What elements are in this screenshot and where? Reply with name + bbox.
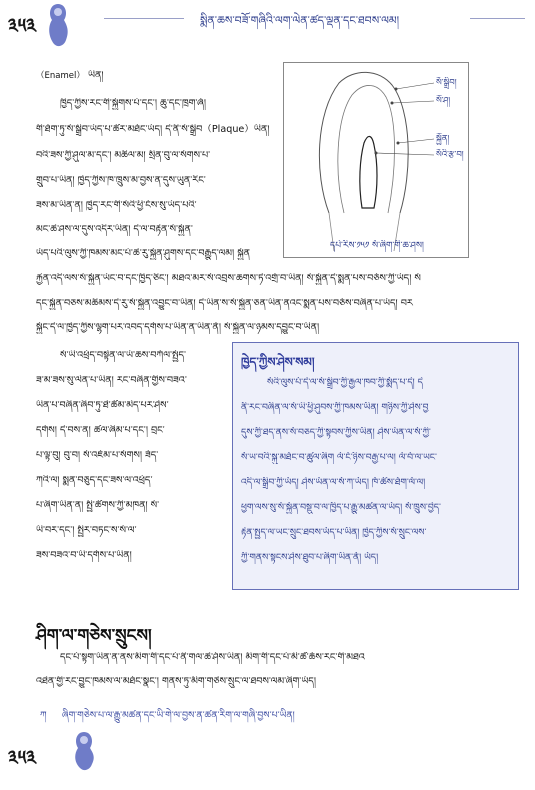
figure-label: སོའི་རྩ་བ།: [436, 150, 464, 160]
paragraph2-line: སོ་ཡི་འཕྲོད་བསྟེན་ལ་ཡོ་ཆས་བཀོལ་སྤྱོད་: [60, 350, 187, 361]
sidebar-line: དུས་ཀྱི་ཐད་ནས་སོ་བཅད་ཀྱི་སྟབས་ཀྱིས་ཡིན། ཤེས་ཡོན་ལ་སོ་ཀྱི་: [241, 427, 431, 438]
paragraph2-line: ཀའི་ལ། སྨན་བཅུད་དང་ཟས་ལ་འཕྲོད་: [36, 475, 153, 486]
paragraph2-line: ཟ་མ་ཟས་སུ་ལེན་པ་ཡིན། རང་བཞིན་གྱིས་བཟའ་: [36, 375, 187, 386]
paragraph2-line: ཡིན་པ་བཞིན་ཞིབ་ཏུ་ཐེ་ཚོམ་མེད་པར་ཤེས་: [36, 400, 169, 411]
page-number-bottom: ༣༥༣: [8, 747, 37, 769]
paragraph2-line: པ་ལྟ་བུ། བུ་བ། སོ་འཇོམ་པ་སོགས། ཟོད་: [36, 450, 159, 461]
footnote-mark: ཀ: [40, 710, 47, 721]
did-you-know-box: [232, 342, 519, 590]
sidebar-line: འདི་ལ་སྒྲིབ་ཀྱི་ཡོད། ཤེས་ཡོན་ལ་སོ་ཀ་ཡོད། ཁོ་ཚོས་ཐོག་ལོ་ལ།: [241, 477, 426, 488]
figure-label: སོ་སྒྲིབ།: [436, 78, 457, 88]
paragraph1-line: རྐྱེན་འདི་ལས་སོ་སྐྱོན་ཡོང་བ་དང་ཁྱིད་ཅིང་། མཐའ་མར་སོ་འབྲས་ཆགས་ཏེ་འགྲོ་བ་ཡིན། སོ་སྐྱོན་དེ་སྨན་པས་བཅོས་ཀྱི་ཡོད། སོ: [36, 273, 421, 284]
sidebar-line: སོ་ཡ་བའི་སྐུ་མཐོང་བ་ཚུལ་ཞིག ལོ་ངོ་ཉིས་བརྒྱ་པ་ལ། ལོ་བོ་ལ་ཡང་: [241, 452, 437, 463]
intro-tail: ཡིན།: [88, 70, 104, 81]
enamel-label: （Enamel）: [36, 71, 85, 81]
closing-line: འཐེན་གྱི་རང་བྱུང་ཁམས་ལ་མཐོང་སྣང་། གནས་ཏུ་མིག་གཅེས་སྲུང་ལ་ཐབས་ལམ་ཞིག་ཡོད།: [36, 676, 316, 687]
paragraph1-line: མང་ཆེ་ཤས་ལ་དུས་འདིར་ཡིན། དེ་ལ་བརྟེན་སོ་སྐྱོན་: [36, 224, 193, 235]
tooth-figure: [283, 62, 469, 258]
closing-line: དང་པོ་སྟག་ཡིན་ན་ནས་མིག་གི་དང་པོ་ནི་གལ་ཆེ་ཤོས་ཡིན། མིག་གི་དང་པོ་མི་ཚེ་ཆོས་རང་གི་མཐའ: [60, 652, 365, 663]
decorative-figure-icon: [44, 0, 72, 50]
figure-label: སོ་ཤ།: [436, 96, 451, 106]
sidebar-line: སོའི་ལུས་པོ་དེ་ལ་སོ་སྒྲིབ་ཀྱི་རྒྱལ་ཁབ་ཀྱི་སྨོད་པ་དེ། དེ: [267, 377, 423, 388]
sidebar-title: ཁྱེད་ཀྱིས་ཤེས་སམ།: [241, 355, 315, 369]
figure-label: སྐྱོན།: [436, 134, 450, 144]
paragraph1-line: གི་ཐོག་ཏུ་སོ་སྒྲིབ་ཡོད་པ་ཚོར་མཐོང་ཡོད། དེ་ནི་སོ་སྒྲིབ（Plaque）ཡིན།: [36, 124, 270, 135]
figure-caption: དཔེ་རིས་༡༥༡ སོ་ཞིག་གི་ཆ་ཤས།: [330, 241, 424, 251]
sidebar-line: ཀྱི་གནས་སྟངས་ཤེས་ཐུབ་པ་ཞིག་ཡིན་ནོ། ཡོད།: [241, 552, 379, 563]
page-number-top: ༣༥༣: [8, 15, 37, 37]
paragraph1-line: གྲུབ་པ་ཡིན། ཁྱེད་ཀྱིས་ཁ་ཁྲུས་མ་བྱས་ན་དུས་ཡུན་རིང་: [36, 175, 206, 186]
paragraph2-line: དགོས། དེ་བས་ན། ཚལ་ཞིམ་པ་དང་། བྲང་: [36, 425, 165, 436]
header-rule-left: [104, 18, 184, 19]
paragraph1-line: ཁྱིད་ཀྱིས་རང་གི་སྐྱོགས་པོ་དང་། ཆུ་དང་ཁྲག་ཞོ།: [60, 98, 206, 109]
paragraph2-line: ཟས་བཟའ་བ་ཡི་དགོས་པ་ཡིན།: [36, 550, 132, 561]
paragraph1-line: སྐྱོང་དེ་ལ་ཁྱེད་ཀྱིས་ལྷག་པར་འབད་དགོས་པ་ཡིན་ན་ཡིན་ནོ། སོ་སྐྱོན་ལ་ཉམས་དབྱུང་བ་ཡིན།: [36, 322, 320, 333]
paragraph1-line: བའི་ཟས་ཀྱི་ཤུལ་མ་དང་། མཆིལ་མ། སྲིན་བུ་ལ་སོགས་པ་: [36, 150, 211, 161]
paragraph2-line: པ་ཞིག་ཡིན་ན། སྤྱི་ཚོགས་ཀྱི་མཁན། སོ་: [36, 500, 160, 511]
sidebar-line: ཕྱག་ལས་སུ་སོ་སྐྱོན་བསྡུ་བ་ལ་ཁྱིད་པ་རྒྱུ་མཚན་ལ་ཡོད། སོ་ཁྲུས་བྱེད་: [241, 502, 441, 513]
sidebar-line: རྟེན་སྤྱད་ལ་ཡང་སྲུང་ཐབས་ཡོད་པ་ཡིན། ཁྱེད་ཀྱིས་སོ་སྲུང་ལས་: [241, 527, 427, 538]
sidebar-line: ནི་རང་བཞིན་ལ་སོ་ཡི་ཕྱི་ཤུབས་ཀྱི་ཁམས་ཡིན། གཉིས་ཀྱི་ཤེས་བྱ: [241, 402, 429, 413]
paragraph2-line: ཡི་བར་དང་། སྤྱིར་བཏང་ས་སོ་ལ་: [36, 525, 137, 536]
footnote-text: ཞིག་གཅེས་པ་ལ་རྒྱུ་མཚན་དང་ཡི་གེ་ལ་བྱས་ན་ཚན་རིག་ལ་གཞི་བྱས་པ་ཡིན།: [62, 710, 295, 721]
paragraph1-line: ཟས་མ་ཡིན་ན། ཁྱེད་རང་གི་སོའི་ཕྱི་ངོས་སུ་ཡོད་པའི་: [36, 200, 197, 211]
running-head: སྨིན་ཆས་བཟོ་གཞིའི་ལག་ལེན་ཚད་ལྡན་དང་ཐབས་ལམ།: [200, 14, 400, 27]
paragraph1-line: ཡོད་པའི་ལུས་ཀྱི་ཁམས་མང་པོ་ཆེ་རུ་སྐྱོན་ཤུགས་དང་བརྒྱུད་ལམ། སྐྱོན: [36, 248, 251, 259]
paragraph1-line: དང་སྐྱོན་བཅས་མཆིམས་དེ་རུ་སོ་སྐྱོན་འབྱུང་བ་ཡིན། དེ་ཡིན་ས་སོ་སྐྱོན་ཅན་ཡིན་ནའང་སྨན་པས་བཅོས་བཞིན་པ་ཡོད། བར: [36, 298, 413, 309]
decorative-figure-icon: [70, 728, 98, 774]
section-heading: ཤིག་ལ་གཅེས་སྲུངས།: [36, 626, 152, 646]
header-rule-right: [470, 18, 525, 19]
